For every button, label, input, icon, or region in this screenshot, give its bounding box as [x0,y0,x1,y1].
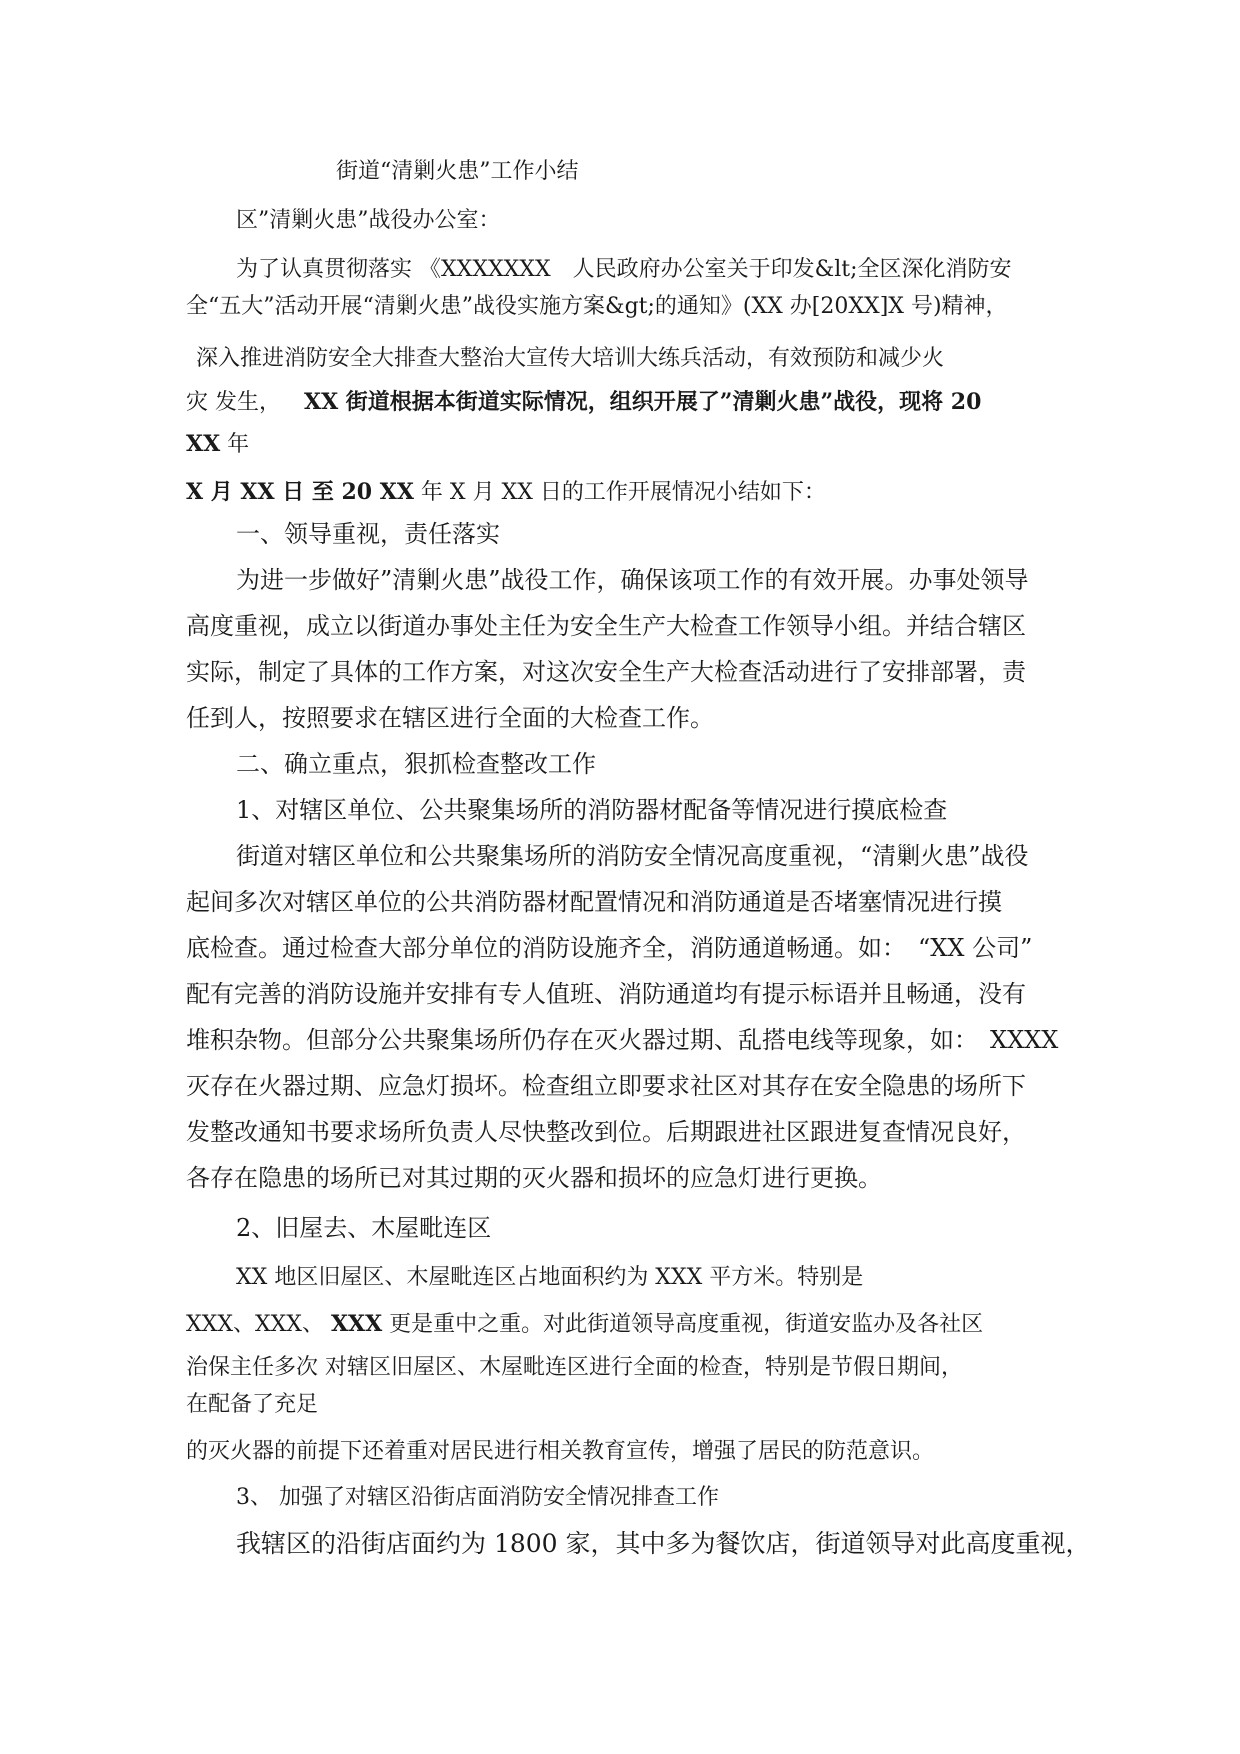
section-1-line-2: 高度重视，成立以街道办事处主任为安全生产大检查工作领导小组。并结合辖区 [186,612,1026,640]
item-2-line-1: XX 地区旧屋区、木屋毗连区占地面积约为 XXX 平方米。特别是 [236,1265,864,1290]
item-2-line-2-rest: 更是重中之重。对此街道领导高度重视，街道安监办及各社区 [382,1312,984,1337]
item-1-line-3: 底检查。通过检查大部分单位的消防设施齐全，消防通道畅通。如： “XX 公司” [186,934,1033,962]
item-1-line-4: 配有完善的消防设施并安排有专人值班、消防通道均有提示标语并且畅通，没有 [186,980,1026,1008]
item-2-line-2-bold: XXX [330,1311,383,1337]
salutation: 区”清剿火患”战役办公室： [236,208,501,233]
item-1-line-2: 起间多次对辖区单位的公共消防器材配置情况和消防通道是否堵塞情况进行摸 [186,888,1002,916]
item-1-line-7: 发整改通知书要求场所负责人尽快整改到位。后期跟进社区跟进复查情况良好， [186,1118,1026,1146]
intro-line-5 [186,428,249,461]
item-2-line-3: 治保主任多次 对辖区旧屋区、木屋毗连区进行全面的检查，特别是节假日期间， [186,1355,963,1380]
item-1-line-5: 堆积杂物。但部分公共聚集场所仍存在灭火器过期、乱搭电线等现象，如： XXXX [186,1026,1059,1054]
section-1-line-3: 实际，制定了具体的工作方案，对这次安全生产大检查活动进行了安排部署，责 [186,658,1026,686]
intro-line-1: 为了认真贯彻落实 《XXXXXXX 人民政府办公室关于印发&lt;全区深化消防安 [236,257,1012,282]
intro-line-6-bold: X 月 XX 日 至 20 XX [186,479,414,505]
item-2-heading: 2、旧屋去、木屋毗连区 [236,1214,492,1242]
item-1-line-8: 各存在隐患的场所已对其过期的灭火器和损坏的应急灯进行更换。 [186,1164,882,1192]
document-title: 街道“清剿火患”工作小结 [336,159,579,184]
section-1-line-1: 为进一步做好”清剿火患”战役工作，确保该项工作的有效开展。办事处领导 [236,566,1029,594]
section-2-heading: 二、确立重点，狠抓检查整改工作 [236,750,596,778]
section-1-line-4: 任到人，按照要求在辖区进行全面的大检查工作。 [186,704,714,732]
item-2-line-5: 的灭火器的前提下还着重对居民进行相关教育宣传，增强了居民的防范意识。 [186,1439,935,1464]
item-3-heading: 3、 加强了对辖区沿街店面消防安全情况排查工作 [236,1485,719,1510]
intro-line-5-bold: XX [186,431,221,457]
intro-line-2: 全“五大”活动开展“清剿火患”战役实施方案&gt;的通知》(XX 办[20XX]X 号)精神， [186,294,1008,319]
section-1-heading: 一、领导重视，责任落实 [236,520,500,548]
intro-line-4-bold: XX 街道根据本街道实际情况，组织开展了”清剿火患”战役，现将 20 [304,389,982,415]
item-1-line-6: 灭存在火器过期、应急灯损坏。检查组立即要求社区对其存在安全隐患的场所下 [186,1072,1026,1100]
item-1-line-1: 街道对辖区单位和公共聚集场所的消防安全情况高度重视，“清剿火患”战役 [236,842,1029,870]
item-1-heading: 1、对辖区单位、公共聚集场所的消防器材配备等情况进行摸底检查 [236,796,948,824]
intro-line-6 [186,476,826,509]
item-2-line-2-prefix: XXX、XXX、 [186,1312,331,1337]
item-2-line-4: 在配备了充足 [186,1392,319,1417]
intro-line-4-plain: 灾 发生， [186,390,281,415]
item-2-line-2 [186,1308,983,1341]
intro-line-3: 深入推进消防安全大排查大整治大宣传大培训大练兵活动，有效预防和减少火 [196,346,945,371]
item-3-line-1: 我辖区的沿街店面约为 1800 家，其中多为餐饮店，街道领导对此高度重视， [236,1529,1091,1558]
intro-line-5-plain: 年 [220,432,250,457]
intro-line-4 [186,386,981,419]
intro-line-6-plain: 年 X 月 XX 日的工作开展情况小结如下： [413,480,826,505]
